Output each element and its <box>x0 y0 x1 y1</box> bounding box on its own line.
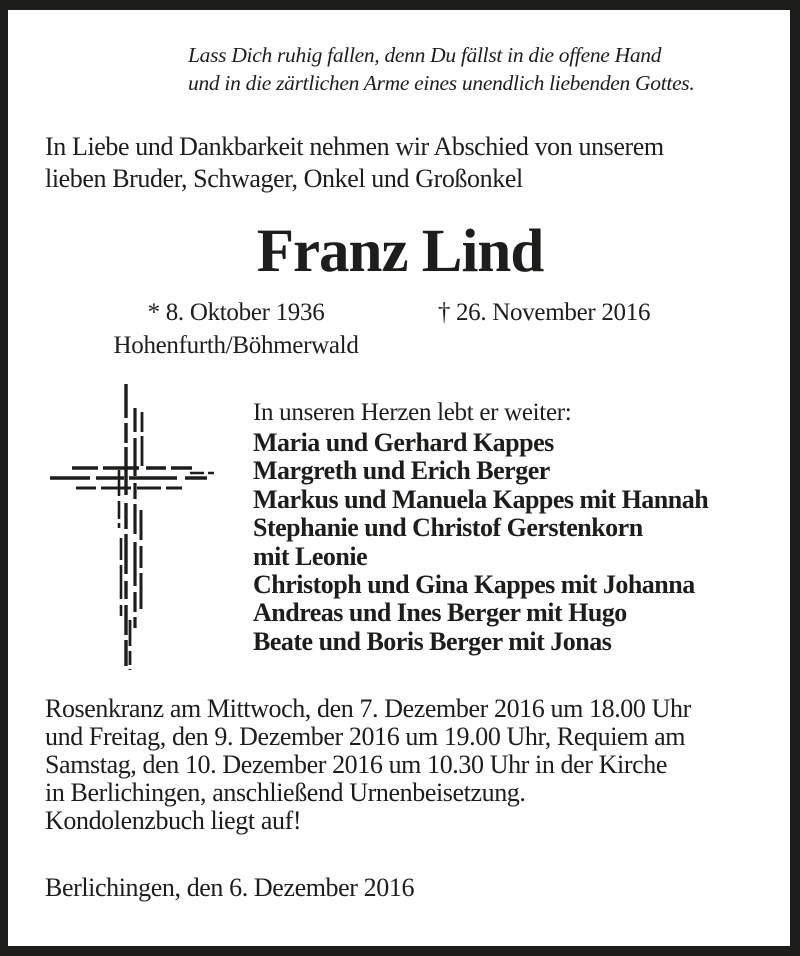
mourner-line: Stephanie und Christof Gerstenkorn <box>253 513 643 543</box>
service-line: und Freitag, den 9. Dezember 2016 um 19.00 Uhr, Requiem am <box>45 722 686 751</box>
birth-date: * 8. Oktober 1936 <box>147 299 325 326</box>
service-line: Rosenkranz am Mittwoch, den 7. Dezember 2016 um 18.00 Uhr <box>45 694 691 723</box>
frame-right <box>790 0 800 956</box>
service-line: in Berlichingen, anschließend Urnenbeisetzung. <box>45 778 526 807</box>
birth-place: Hohenfurth/Böhmerwald <box>113 332 359 359</box>
intro-text <box>45 131 664 195</box>
epigraph-line: Lass Dich ruhig fallen, denn Du fällst in die offene Hand <box>188 43 662 67</box>
mourner-line: Beate und Boris Berger mit Jonas <box>253 626 612 656</box>
intro-line: lieben Bruder, Schwager, Onkel und Großonkel <box>45 164 523 193</box>
mourner-line: Maria und Gerhard Kappes <box>253 428 554 457</box>
mourners-list <box>253 429 708 656</box>
intro-line: In Liebe und Dankbarkeit nehmen wir Abschied von unserem <box>45 132 664 161</box>
mourner-line: mit Leonie <box>253 541 368 571</box>
mourner-line: Andreas und Ines Berger mit Hugo <box>253 598 627 628</box>
epigraph-line: und in die zärtlichen Arme eines unendlich liebenden Gottes. <box>188 71 695 95</box>
frame-left <box>0 0 8 956</box>
memorial-heading: In unseren Herzen lebt er weiter: <box>253 399 572 426</box>
service-info <box>45 695 691 835</box>
death-date: † 26. November 2016 <box>437 299 651 326</box>
service-line: Samstag, den 10. Dezember 2016 um 10.30 Uhr in der Kirche <box>45 750 667 779</box>
mourner-line: Margreth und Erich Berger <box>253 456 550 486</box>
sketched-cross-icon <box>42 378 220 673</box>
birth-block <box>86 296 386 362</box>
dateline: Berlichingen, den 6. Dezember 2016 <box>45 873 415 902</box>
death-block <box>394 296 694 329</box>
mourner-line: Christoph und Gina Kappes mit Johanna <box>253 570 695 600</box>
frame-top <box>0 0 800 10</box>
service-line: Kondolenzbuch liegt auf! <box>45 806 302 835</box>
epigraph <box>188 41 694 97</box>
frame-bottom <box>0 946 800 956</box>
deceased-name: Franz Lind <box>256 218 544 285</box>
mourner-line: Markus und Manuela Kappes mit Hannah <box>253 484 709 514</box>
